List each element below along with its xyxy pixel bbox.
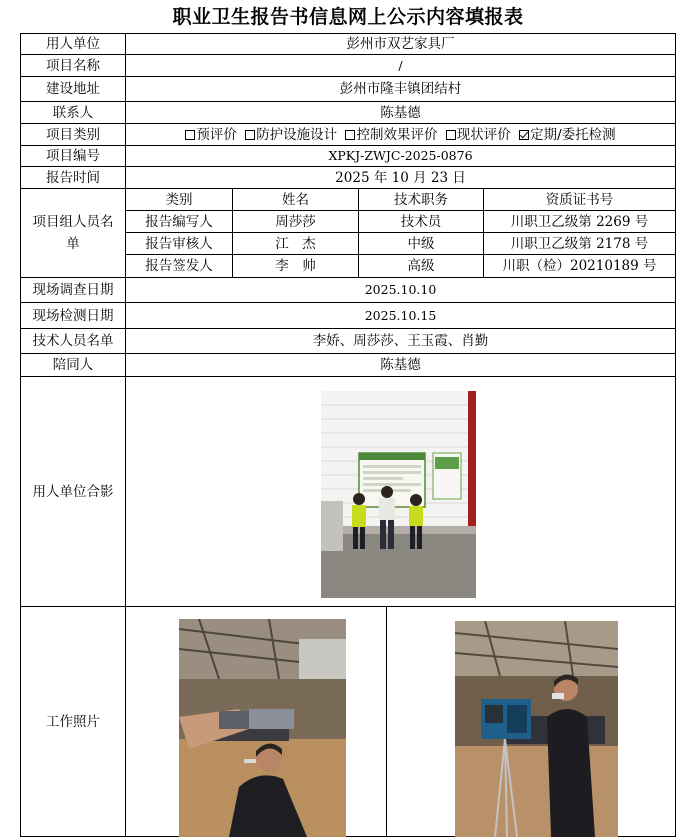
checkbox-protection-design[interactable] — [245, 130, 255, 140]
team-header: 类别 — [126, 189, 233, 211]
team-cell: 周莎莎 — [233, 211, 359, 233]
team-header: 姓名 — [233, 189, 359, 211]
category-options — [126, 124, 676, 146]
label-project-no: 项目编号 — [21, 146, 126, 167]
row-technicians — [21, 329, 676, 354]
row-address — [21, 77, 676, 102]
team-cell: 李 帅 — [233, 255, 359, 278]
checkbox-control-effect[interactable] — [345, 130, 355, 140]
category-label: 定期/委托检测 — [530, 126, 616, 143]
row-report-time — [21, 167, 676, 189]
group-photo — [321, 391, 476, 598]
work-photo-right — [455, 621, 618, 837]
label-work-photos: 工作照片 — [21, 607, 126, 837]
row-project-no — [21, 146, 676, 167]
label-address: 建设地址 — [21, 77, 126, 102]
value-project-name: / — [126, 55, 676, 77]
value-project-no: XPKJ-ZWJC-2025-0876 — [126, 146, 676, 167]
value-detection-date: 2025.10.15 — [126, 303, 676, 329]
value-survey-date: 2025.10.10 — [126, 278, 676, 303]
checkbox-preassessment[interactable] — [185, 130, 195, 140]
label-contact: 联系人 — [21, 102, 126, 124]
row-survey-date — [21, 278, 676, 303]
team-cell: 江 杰 — [233, 233, 359, 255]
value-report-time: 2025 年 10 月 23 日 — [126, 167, 676, 189]
row-contact — [21, 102, 676, 124]
team-cell: 报告审核人 — [126, 233, 233, 255]
label-team — [21, 189, 126, 278]
team-cell: 川职卫乙级第 2269 号 — [484, 211, 676, 233]
category-option[interactable] — [245, 127, 337, 143]
category-label: 预评价 — [196, 126, 237, 143]
team-header-row — [21, 189, 676, 211]
team-cell: 川职（检）20210189 号 — [484, 255, 676, 278]
team-cell: 川职卫乙级第 2178 号 — [484, 233, 676, 255]
category-option[interactable] — [345, 127, 437, 143]
row-category — [21, 124, 676, 146]
team-cell: 技术员 — [359, 211, 484, 233]
checkbox-status-assessment[interactable] — [446, 130, 456, 140]
category-label: 防护设施设计 — [256, 126, 338, 143]
label-escort: 陪同人 — [21, 354, 126, 377]
row-detection-date — [21, 303, 676, 329]
category-option[interactable] — [446, 127, 511, 143]
value-technicians: 李娇、周莎莎、王玉霞、肖勤 — [126, 329, 676, 354]
category-label: 控制效果评价 — [356, 126, 438, 143]
value-escort: 陈基德 — [126, 354, 676, 377]
row-escort — [21, 354, 676, 377]
category-option[interactable] — [519, 127, 616, 143]
team-cell: 报告编写人 — [126, 211, 233, 233]
label-report-time: 报告时间 — [21, 167, 126, 189]
team-cell: 报告签发人 — [126, 255, 233, 278]
value-address: 彭州市隆丰镇团结村 — [126, 77, 676, 102]
row-employer — [21, 34, 676, 55]
label-detection-date: 现场检测日期 — [21, 303, 126, 329]
label-category: 项目类别 — [21, 124, 126, 146]
label-project-name: 项目名称 — [21, 55, 126, 77]
value-employer: 彭州市双艺家具厂 — [126, 34, 676, 55]
label-survey-date: 现场调查日期 — [21, 278, 126, 303]
label-team-text: 项目组人员名单 — [32, 214, 114, 252]
team-header: 资质证书号 — [484, 189, 676, 211]
value-contact: 陈基德 — [126, 102, 676, 124]
label-technicians: 技术人员名单 — [21, 329, 126, 354]
category-option[interactable] — [185, 127, 237, 143]
label-group-photo: 用人单位合影 — [21, 377, 126, 607]
work-photo-left — [179, 619, 346, 837]
page-title: 职业卫生报告书信息网上公示内容填报表 — [172, 6, 524, 28]
team-cell: 中级 — [359, 233, 484, 255]
label-employer: 用人单位 — [21, 34, 126, 55]
category-label: 现状评价 — [456, 126, 511, 143]
team-cell: 高级 — [359, 255, 484, 278]
team-header: 技术职务 — [359, 189, 484, 211]
checkbox-periodic-detection[interactable] — [519, 130, 529, 140]
row-project-name — [21, 55, 676, 77]
